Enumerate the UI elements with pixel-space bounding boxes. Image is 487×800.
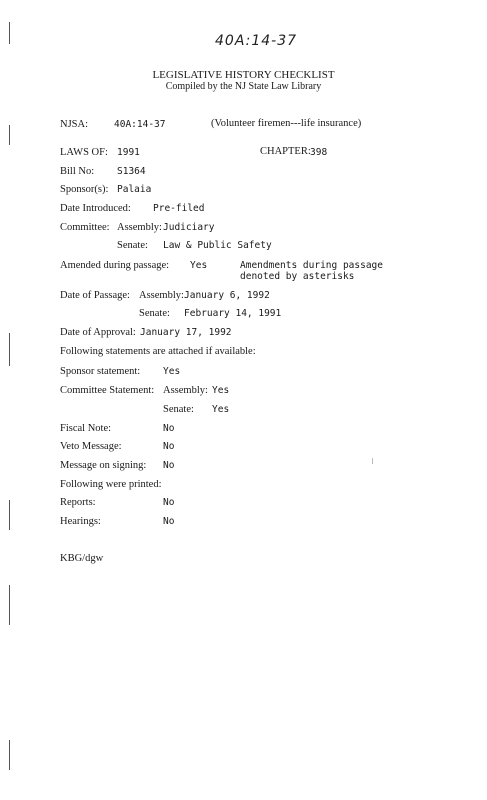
- passage-senate-value: February 14, 1991: [184, 308, 282, 319]
- veto-message-label: Veto Message:: [60, 441, 122, 452]
- committee-senate-value: Law & Public Safety: [163, 240, 272, 251]
- typist-initials: KBG/dgw: [60, 553, 104, 564]
- committee-assembly-label: Assembly:: [117, 222, 162, 233]
- hearings-value: No: [163, 516, 175, 527]
- date-introduced-value: Pre-filed: [153, 203, 205, 214]
- message-on-signing-value: No: [163, 460, 175, 471]
- committee-statement-label: Committee Statement:: [60, 385, 155, 396]
- page-subtitle: Compiled by the NJ State Law Library: [165, 81, 322, 92]
- sponsor-statement-value: Yes: [163, 366, 181, 377]
- handwritten-citation: 40A:14-37: [215, 33, 298, 49]
- amended-label: Amended during passage:: [60, 260, 170, 271]
- printed-heading: Following were printed:: [60, 479, 162, 490]
- amended-value: Yes: [190, 260, 208, 271]
- njsa-label: NJSA:: [60, 119, 89, 130]
- hearings-label: Hearings:: [60, 516, 101, 527]
- veto-message-value: No: [163, 441, 175, 452]
- sponsor-statement-label: Sponsor statement:: [60, 366, 141, 377]
- committee-assembly-value: Judiciary: [163, 222, 215, 233]
- committee-statement-senate-value: Yes: [212, 404, 230, 415]
- chapter-value: 398: [310, 147, 328, 158]
- passage-assembly-label: Assembly:: [139, 290, 184, 301]
- committee-statement-assembly-label: Assembly:: [163, 385, 208, 396]
- laws-of-label: LAWS OF:: [60, 147, 108, 158]
- committee-senate-label: Senate:: [117, 240, 148, 251]
- amended-note: Amendments during passage denoted by asterisks: [240, 260, 383, 282]
- date-introduced-label: Date Introduced:: [60, 203, 131, 214]
- sponsor-label: Sponsor(s):: [60, 184, 109, 195]
- fiscal-note-value: No: [163, 423, 175, 434]
- sponsor-value: Palaia: [117, 184, 152, 195]
- passage-assembly-value: January 6, 1992: [184, 290, 270, 301]
- attached-heading: Following statements are attached if available:: [60, 346, 256, 357]
- reports-label: Reports:: [60, 497, 96, 508]
- bill-no-label: Bill No:: [60, 166, 95, 177]
- scan-margin-mark: [9, 22, 10, 44]
- message-on-signing-label: Message on signing:: [60, 460, 147, 471]
- njsa-value: 40A:14-37: [114, 119, 166, 130]
- chapter-label: CHAPTER:: [260, 146, 311, 157]
- passage-senate-label: Senate:: [139, 308, 170, 319]
- fiscal-note-label: Fiscal Note:: [60, 423, 112, 434]
- scan-margin-mark: [9, 585, 10, 625]
- bill-no-value: S1364: [117, 166, 146, 177]
- scan-margin-mark: [9, 333, 10, 366]
- scan-margin-mark: [9, 740, 10, 770]
- njsa-description: (Volunteer firemen---life insurance): [211, 118, 362, 129]
- scan-margin-mark: [9, 500, 10, 530]
- date-of-passage-label: Date of Passage:: [60, 290, 130, 301]
- scan-speck: [372, 458, 373, 464]
- committee-statement-assembly-value: Yes: [212, 385, 230, 396]
- committee-statement-senate-label: Senate:: [163, 404, 194, 415]
- date-of-approval-value: January 17, 1992: [140, 327, 232, 338]
- committee-label: Committee:: [60, 222, 110, 233]
- page-title: LEGISLATIVE HISTORY CHECKLIST: [152, 69, 335, 81]
- scan-margin-mark: [9, 125, 10, 145]
- reports-value: No: [163, 497, 175, 508]
- laws-of-value: 1991: [117, 147, 140, 158]
- date-of-approval-label: Date of Approval:: [60, 327, 136, 338]
